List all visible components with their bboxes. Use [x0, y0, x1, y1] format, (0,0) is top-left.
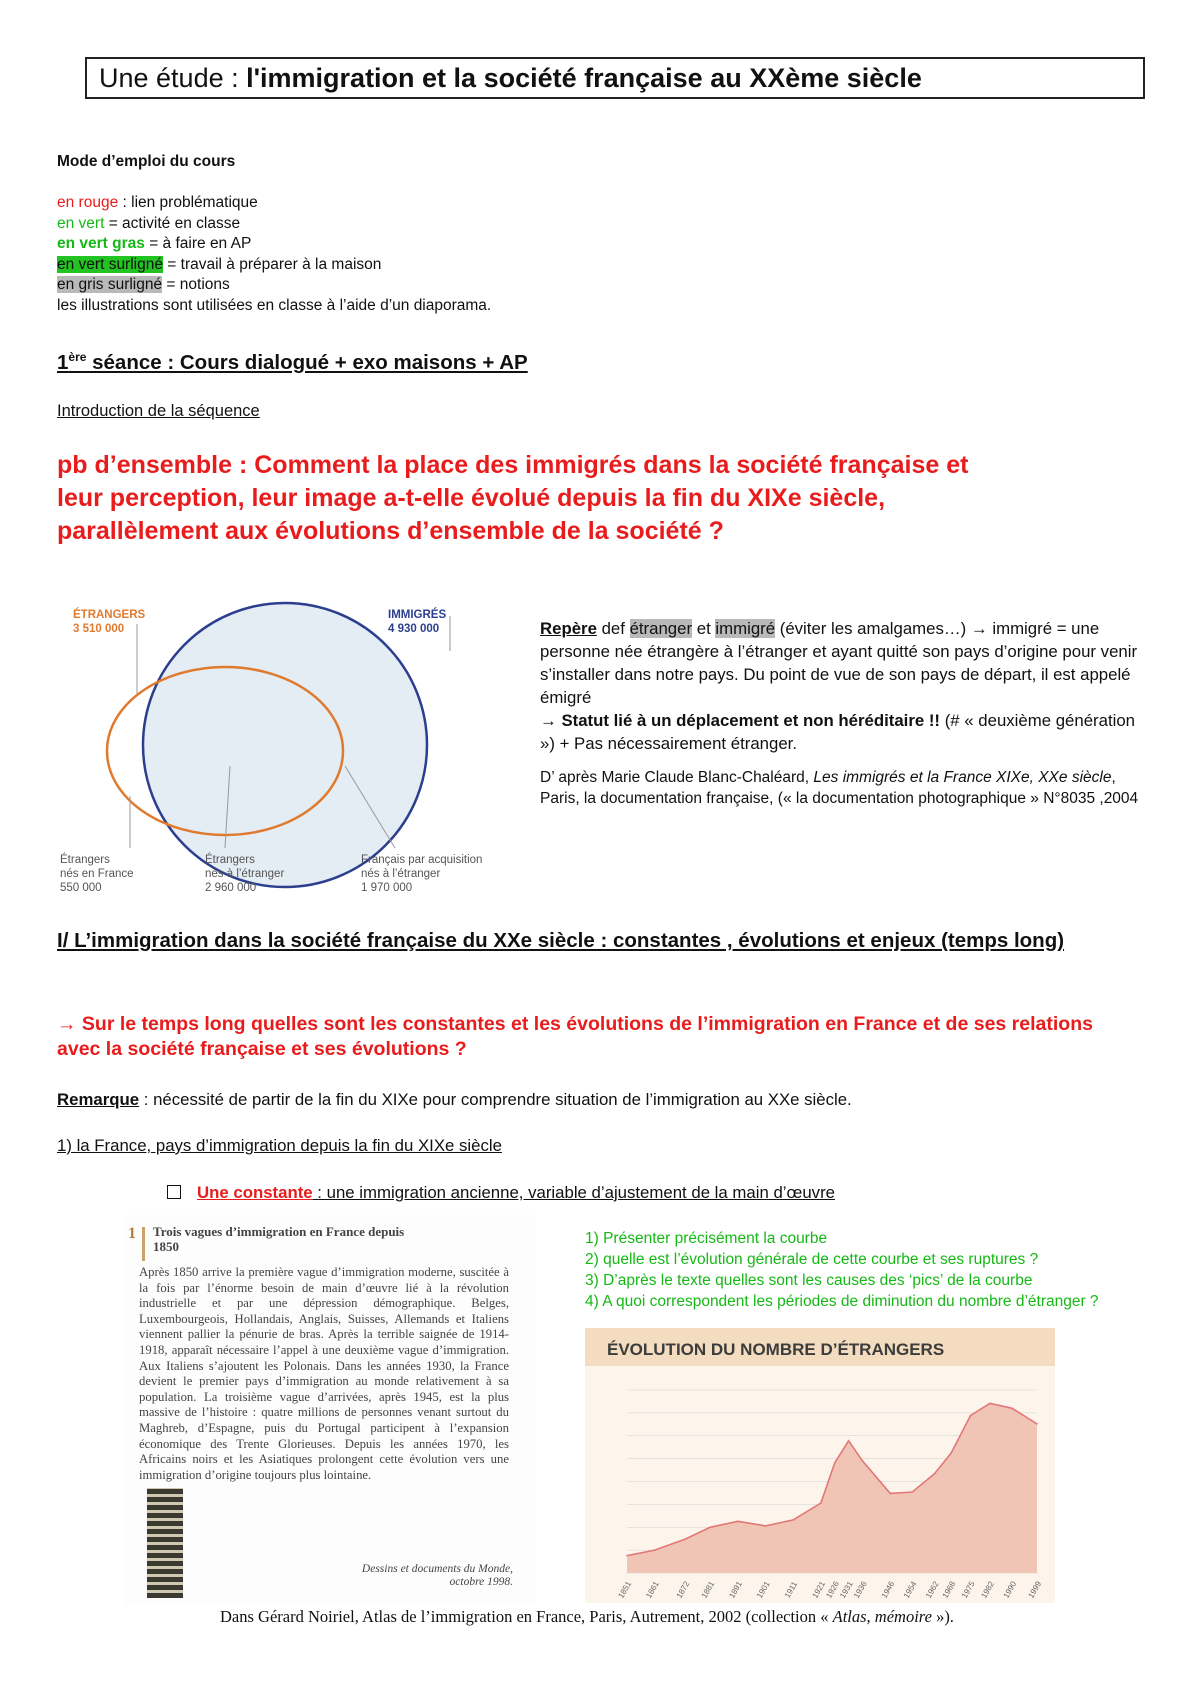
legend-green-bold	[57, 234, 491, 255]
legend-green-highlight	[57, 255, 491, 276]
data-point	[862, 1460, 864, 1462]
seance-sup: ère	[68, 350, 87, 364]
etrangers-label	[73, 608, 145, 636]
repere-statut-after: (# « deuxième génération ») + Pas nécessairement étranger.	[540, 711, 1136, 753]
venn-l1: Français par acquisition	[361, 854, 483, 866]
repere-source	[540, 767, 1140, 809]
immigres-value: 4 930 000	[388, 623, 440, 635]
doc-num: 1	[128, 1225, 136, 1242]
x-tick-label: 1999	[1026, 1579, 1044, 1600]
x-tick-label: 1911	[782, 1580, 800, 1600]
venn-l1: Étrangers	[205, 854, 255, 866]
repere-statut: → Statut lié à un déplacement et non héréditaire !!	[540, 711, 941, 730]
x-tick-label: 1962	[923, 1579, 941, 1600]
data-point	[1036, 1423, 1038, 1425]
data-point	[820, 1502, 822, 1504]
caption	[220, 1607, 954, 1627]
x-tick-label: 1872	[674, 1579, 692, 1600]
legend-red	[57, 193, 491, 214]
source-pre: D’ après Marie Claude Blanc-Chaléard,	[540, 769, 814, 786]
data-point	[950, 1452, 952, 1454]
immigres-circle	[143, 603, 427, 887]
x-tick-label: 1921	[810, 1579, 828, 1600]
legend-note: les illustrations sont utilisées en classe à l’aide d’un diaporama.	[57, 296, 492, 314]
venn-v: 550 000	[60, 882, 102, 894]
legend-desc: : lien problématique	[118, 194, 258, 211]
doc-text: Après 1850 arrive la première vague d’immigration moderne, suscitée à la fois par l’énorme besoin de main d’œuvre lié à la révolution industrielle et par une dépression démographique. Belges, Luxembourgeois, Hollandais, Anglais, Suisses, Allemands et Italiens viennent pallier la pénurie de bras. Après la terrible saignée de 1914-1918, apparaît nécessaire l’appel à une deuxième vague d’immigration. Aux Italiens s’ajoutent les Polonais. Dans les années 1930, la France devient le premier pays d’immigration au monde relativement à sa population. La troisième vague d’arrivées, après 1945, est la plus massive de l’histoire : quatre millions de personnes venant surtout du Maghreb, d’Espagne, puis du Portugal participent à l’expansion économique des Trente Glorieuses. Depuis les années 1970, les Africains noirs et les Asiatiques prolongent cette évolution vers une immigration d’origine toujours plus lointaine.	[139, 1265, 509, 1482]
doc-title: Trois vagues d’immigration en France depuis 1850	[153, 1224, 405, 1254]
source-post: , Paris, la documentation française, (« la documentation photographique » N°8035 ,2004	[540, 769, 1139, 807]
x-tick-label: 1901	[755, 1579, 772, 1600]
x-tick-label: 1975	[960, 1579, 977, 1600]
data-point	[912, 1491, 914, 1493]
doc-signature: Dessins et documents du Monde, octobre 1998.	[361, 1563, 513, 1588]
remarque-label: Remarque	[57, 1090, 140, 1109]
venn-bottom-2	[205, 853, 284, 895]
x-tick-label: 1982	[979, 1579, 997, 1600]
x-tick-label: 1936	[851, 1579, 869, 1600]
source-title: Les immigrés et la France XIXe, XXe siècle	[813, 769, 1112, 786]
chart-title: ÉVOLUTION DU NOMBRE D’ÉTRANGERS	[607, 1340, 945, 1359]
repere-label: Repère	[540, 619, 597, 638]
legend-green	[57, 214, 491, 235]
x-tick-label: 1926	[824, 1579, 841, 1600]
data-point	[684, 1538, 686, 1540]
question-item: 3) D’après le texte quelles sont les causes des ‘pics’ de la courbe	[585, 1272, 1033, 1289]
data-point	[626, 1555, 628, 1557]
legend-key: en vert	[57, 214, 105, 232]
immigres-title: IMMIGRÉS	[388, 609, 447, 621]
x-tick-label: 1990	[1001, 1579, 1019, 1600]
data-point	[889, 1493, 891, 1495]
seance-heading	[57, 350, 528, 375]
caption-post: »).	[931, 1607, 954, 1626]
remarque-text: : nécessité de partir de la fin du XIXe pour comprendre situation de l’immigration au XXe siècle.	[139, 1090, 852, 1109]
problematique-line: parallèlement aux évolutions d’ensemble de la société ?	[57, 517, 724, 545]
data-point	[970, 1415, 972, 1417]
notion-etranger: étranger	[629, 619, 693, 638]
mode-heading: Mode d’emploi du cours	[57, 153, 236, 170]
data-point	[654, 1549, 656, 1551]
remarque	[57, 1090, 852, 1110]
part1-heading: I/ L’immigration dans la société française du XXe siècle : constantes , évolutions et enjeux (temps long)	[57, 929, 1065, 952]
immigres-label	[388, 608, 446, 636]
title-main: l'immigration et la société française au XXème siècle	[246, 63, 922, 93]
legend-list	[57, 193, 491, 316]
venn-l1: Étrangers	[60, 854, 110, 866]
caption-pre: Dans Gérard Noiriel, Atlas de l’immigration en France, Paris, Autrement, 2002 (collection «	[220, 1607, 833, 1626]
legend-gray-highlight	[57, 275, 491, 296]
doc-bar	[142, 1227, 145, 1261]
repere-block	[540, 617, 1140, 809]
venn-l2: nés à l’étranger	[361, 868, 441, 880]
data-point	[765, 1525, 767, 1527]
data-point	[709, 1526, 711, 1528]
etrangers-value: 3 510 000	[73, 623, 125, 635]
x-tick-label: 1891	[727, 1579, 744, 1600]
notion-immigre: immigré	[715, 619, 776, 638]
legend-key: en vert gras	[57, 235, 145, 252]
doc-illustration	[147, 1488, 183, 1598]
caption-collection: Atlas, mémoire	[832, 1607, 932, 1626]
repere-et: et	[692, 619, 716, 638]
question-item: 2) quelle est l’évolution générale de cette courbe et ses ruptures ?	[585, 1251, 1039, 1268]
part1-question: → Sur le temps long quelles sont les constantes et les évolutions de l’immigration en France et de ses relations avec la société française et ses évolutions ?	[57, 1013, 1093, 1060]
repere-definition: (éviter les amalgames…) → immigré = une personne née étrangère à l’étranger et ayant quitté son pays d’origine pour venir s’installer dans notre pays. Du point de vue de son pays de départ, il est appelé émigré	[540, 619, 1138, 707]
legend-desc: = activité en classe	[104, 214, 241, 232]
sub1-heading: 1) la France, pays d’immigration depuis la fin du XIXe siècle	[57, 1136, 502, 1155]
venn-v: 1 970 000	[361, 882, 413, 894]
venn-v: 2 960 000	[205, 882, 257, 894]
repere-def: def	[596, 619, 630, 638]
legend-desc: = notions	[162, 276, 230, 293]
data-point	[989, 1402, 991, 1404]
x-tick-label: 1968	[940, 1579, 958, 1600]
legend-key: en rouge	[57, 194, 119, 211]
venn-l2: nés à l’étranger	[205, 868, 285, 880]
data-point	[792, 1519, 794, 1521]
venn-diagram	[55, 596, 530, 896]
venn-bottom-1	[60, 853, 134, 895]
x-tick-label: 1954	[901, 1579, 919, 1600]
doc-scan	[125, 1215, 535, 1605]
problematique-line: leur perception, leur image a-t-elle évolué depuis la fin du XIXe siècle,	[57, 484, 886, 512]
data-point	[934, 1473, 936, 1475]
x-tick-label: 1946	[879, 1579, 897, 1600]
x-tick-label: 1861	[644, 1579, 661, 1600]
constante-text: : une immigration ancienne, variable d’ajustement de la main d’œuvre	[312, 1183, 835, 1202]
data-point	[834, 1462, 836, 1464]
data-point	[848, 1440, 850, 1442]
etrangers-title: ÉTRANGERS	[73, 609, 146, 621]
seance-rest: séance : Cours dialogué + exo maisons + AP	[86, 350, 528, 374]
legend-desc: = à faire en AP	[144, 235, 252, 252]
questions-list	[585, 1228, 1145, 1312]
x-tick-label: 1881	[699, 1579, 717, 1600]
constante-label: Une constante	[197, 1183, 313, 1202]
x-tick-label: 1851	[616, 1579, 634, 1600]
page-title	[85, 57, 1145, 99]
data-point	[737, 1521, 739, 1523]
x-tick-label: 1931	[838, 1579, 855, 1600]
question-item: 4) A quoi correspondent les périodes de diminution du nombre d’étranger ?	[585, 1293, 1099, 1310]
foreigners-chart	[585, 1328, 1055, 1603]
question-item: 1) Présenter précisément la courbe	[585, 1230, 828, 1247]
problematique-line: pb d’ensemble : Comment la place des immigrés dans la société française et	[57, 451, 969, 479]
checkbox-icon	[167, 1185, 181, 1199]
venn-bottom-3	[361, 853, 482, 895]
legend-desc: = travail à préparer à la maison	[162, 255, 382, 273]
problematique	[57, 449, 968, 548]
data-point	[1011, 1408, 1013, 1410]
intro-heading: Introduction de la séquence	[57, 402, 260, 420]
seance-num: 1	[57, 350, 69, 374]
constante	[167, 1183, 835, 1203]
venn-l2: nés en France	[60, 868, 134, 880]
legend-key: en gris surligné	[57, 276, 163, 293]
title-prefix: Une étude :	[99, 63, 247, 93]
legend-key: en vert surligné	[57, 255, 163, 273]
